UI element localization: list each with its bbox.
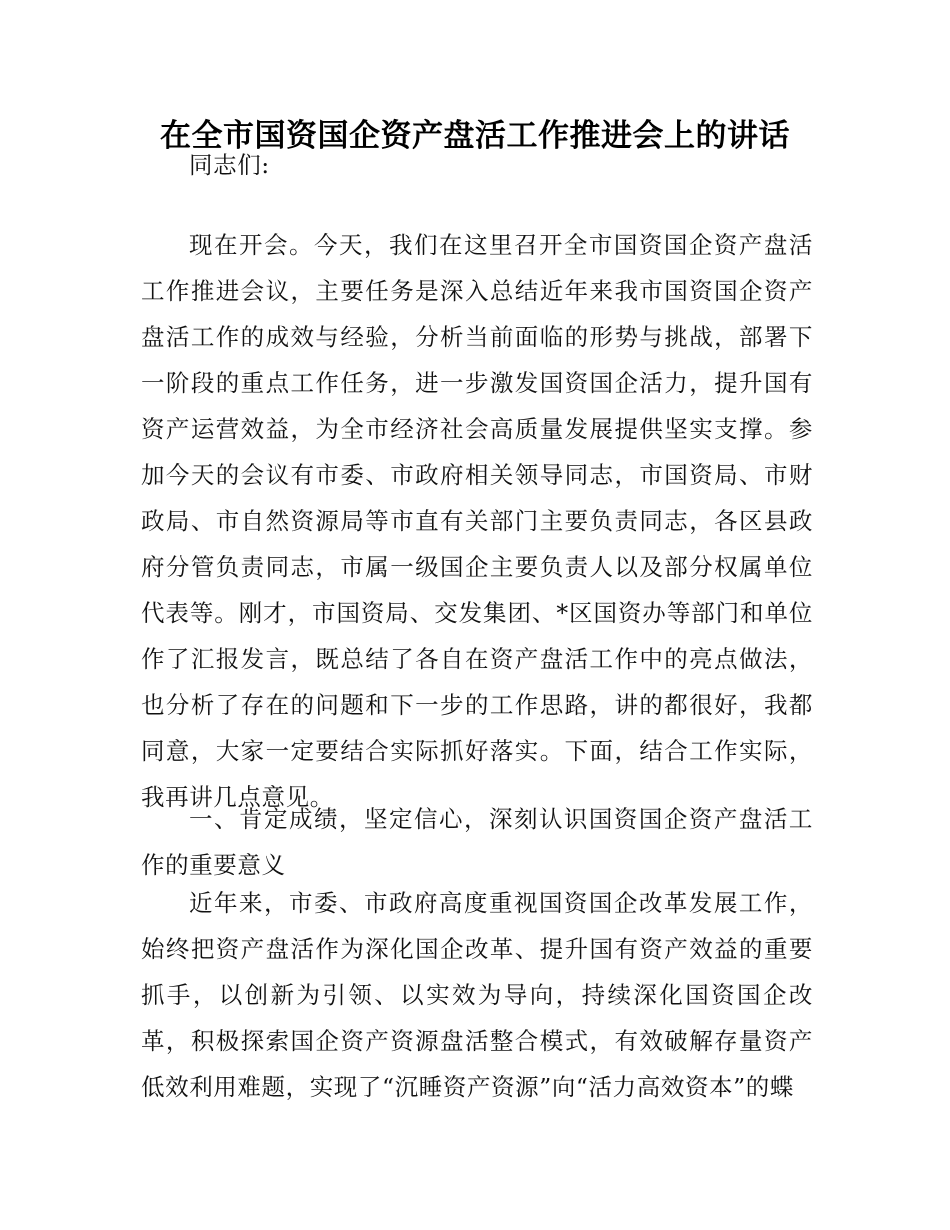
paragraph-intro: 现在开会。今天，我们在这里召开全市国资国企资产盘活工作推进会议，主要任务是深入总结近年来我市国资国企资产盘活工作的成效与经验，分析当前面临的形势与挑战，部署下一阶段的重点工作任务，进一步激发国资国企活力，提升国有资产运营效益，为全市经济社会高质量发展提供坚实支撑。参加今天的会议有市委、市政府相关领导同志，市国资局、市财政局、市自然资源局等市直有关部门主要负责同志，各区县政府分管负责同志，市属一级国企主要负责人以及部分权属单位代表等。刚才，市国资局、交发集团、*区国资办等部门和单位作了汇报发言，既总结了各自在资产盘活工作中的亮点做法，也分析了存在的问题和下一步的工作思路，讲的都很好，我都同意，大家一定要结合实际抓好落实。下面，结合工作实际，我再讲几点意见。 <box>141 231 813 811</box>
greeting: 同志们: <box>189 151 270 179</box>
section-heading-1: 一、肯定成绩，坚定信心，深刻认识国资国企资产盘活工作的重要意义 <box>141 805 813 879</box>
paragraph-body-1: 近年来，市委、市政府高度重视国资国企改革发展工作，始终把资产盘活作为深化国企改革、提升国有资产效益的重要抓手，以创新为引领、以实效为导向，持续深化国资国企改革，积极探索国企资产资源盘活整合模式，有效破解存量资产低效利用难题，实现了“沉睡资产资源”向“活力高效资本”的蝶 <box>141 889 813 1101</box>
document-title: 在全市国资国企资产盘活工作推进会上的讲话 <box>160 118 790 154</box>
